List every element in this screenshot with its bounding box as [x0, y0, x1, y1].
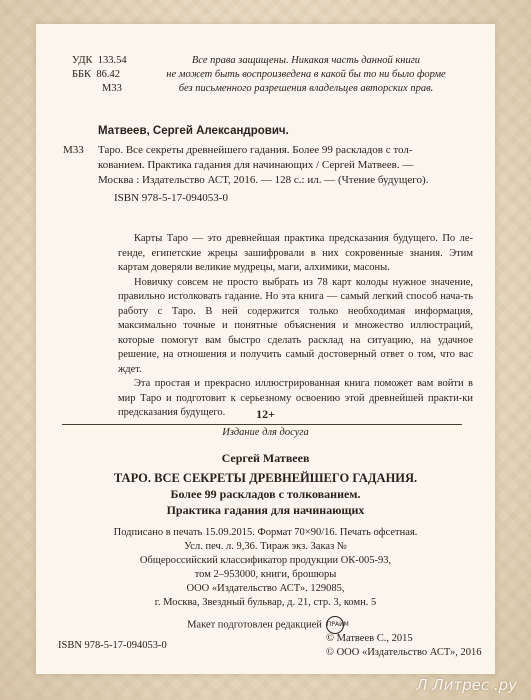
biblio-description: [98, 143, 473, 206]
print-line: Усл. печ. л. 9,36. Тираж экз. Заказ №: [184, 541, 347, 552]
rights-notice: [156, 54, 456, 96]
annotation-paragraph: Карты Таро — это древнейшая практика предсказания будущего. По ле- генде, египетские жрецы зашифровали в них сокровенные знания. Этим картам доверяли великие мудрецы, маги, алхимики, масоны.: [118, 233, 473, 273]
udk-block: [72, 54, 142, 96]
colophon-title: ТАРО. ВСЕ СЕКРЕТЫ ДРЕВНЕЙШЕГО ГАДАНИЯ.: [113, 471, 418, 485]
bbk-label: ББК: [72, 69, 92, 80]
watermark-logo: Л Литрес .ру: [416, 676, 517, 694]
copyright-line: © Матвеев С., 2015: [326, 633, 413, 644]
print-details: [36, 526, 495, 610]
layout-credit-text: Макет подготовлен редакцией: [187, 619, 322, 631]
edition-type: Издание для досуга: [222, 427, 309, 438]
publisher-line: ООО «Издательство АСТ». 129085,: [186, 583, 345, 594]
colophon-author: Сергей Матвеев: [221, 451, 310, 465]
colophon-subtitle: Практика гадания для начинающих: [166, 503, 365, 517]
colophon-subtitle: Более 99 раскладов с толкованием.: [170, 487, 361, 501]
udk-value: 133.54: [97, 55, 127, 66]
biblio-author: Матвеев, Сергей Александрович.: [98, 125, 289, 137]
bbk-value: 86.42: [96, 69, 120, 80]
classifier-line: том 2–953000, книги, брошюры: [194, 569, 337, 580]
copyright-line: © ООО «Издательство АСТ», 2016: [326, 647, 482, 658]
biblio-line: кованием. Практика гадания для начинающих / Сергей Матвеев. —: [98, 159, 414, 171]
rights-line: Все права защищены. Никакая часть данной книги: [191, 55, 421, 66]
catalog-code: М33: [102, 83, 122, 94]
classifier-line: Общероссийский классификатор продукции ОК-005-93,: [139, 555, 392, 566]
biblio-line: Москва : Издательство АСТ, 2016. — 128 с.: ил. — (Чтение будущего).: [98, 174, 429, 186]
copyright-block: [326, 632, 482, 660]
rights-line: без письменного разрешения владельцев авторских прав.: [178, 83, 434, 94]
prime-logo-icon: ПРАЙМ: [326, 616, 344, 634]
rights-line: не может быть воспроизведена в какой бы то ни было форме: [166, 69, 446, 80]
divider: [62, 424, 462, 425]
publisher-line: г. Москва, Звездный бульвар, д. 21, стр. 3, комн. 5: [154, 597, 377, 608]
udk-label: УДК: [72, 55, 93, 66]
biblio-code: М33: [63, 144, 84, 156]
book-page: [36, 24, 495, 674]
annotation-paragraph: Новичку совсем не просто выбрать из 78 карт колоды нужное значение, правильно истолковать гадание. Но эта книга — самый легкий способ нача-ть работу с Таро. В ней содержится только необходимая информация, максимально точные и понятные объяснения и множество иллюстраций, которые помогут вам быстро сделать расклад на ситуацию, на удачное решение, на отношения и получить самый достоверный ответ о том, что вас ждет.: [118, 276, 473, 375]
age-rating: 12+: [256, 407, 275, 421]
colophon-isbn: ISBN 978-5-17-094053-0: [58, 640, 167, 651]
biblio-line: Таро. Все секреты древнейшего гадания. Более 99 раскладов с тол-: [98, 144, 413, 156]
biblio-isbn: ISBN 978-5-17-094053-0: [114, 192, 228, 204]
annotation-paragraph: Эта простая и прекрасно иллюстрированная книга поможет вам войти в мир Таро и подготовит к серьезному освоению этой древнейшей практи-ки предсказания будущего.: [118, 378, 474, 418]
annotation: [118, 232, 473, 421]
print-line: Подписано в печать 15.09.2015. Формат 70×90/16. Печать офсетная.: [113, 527, 418, 538]
